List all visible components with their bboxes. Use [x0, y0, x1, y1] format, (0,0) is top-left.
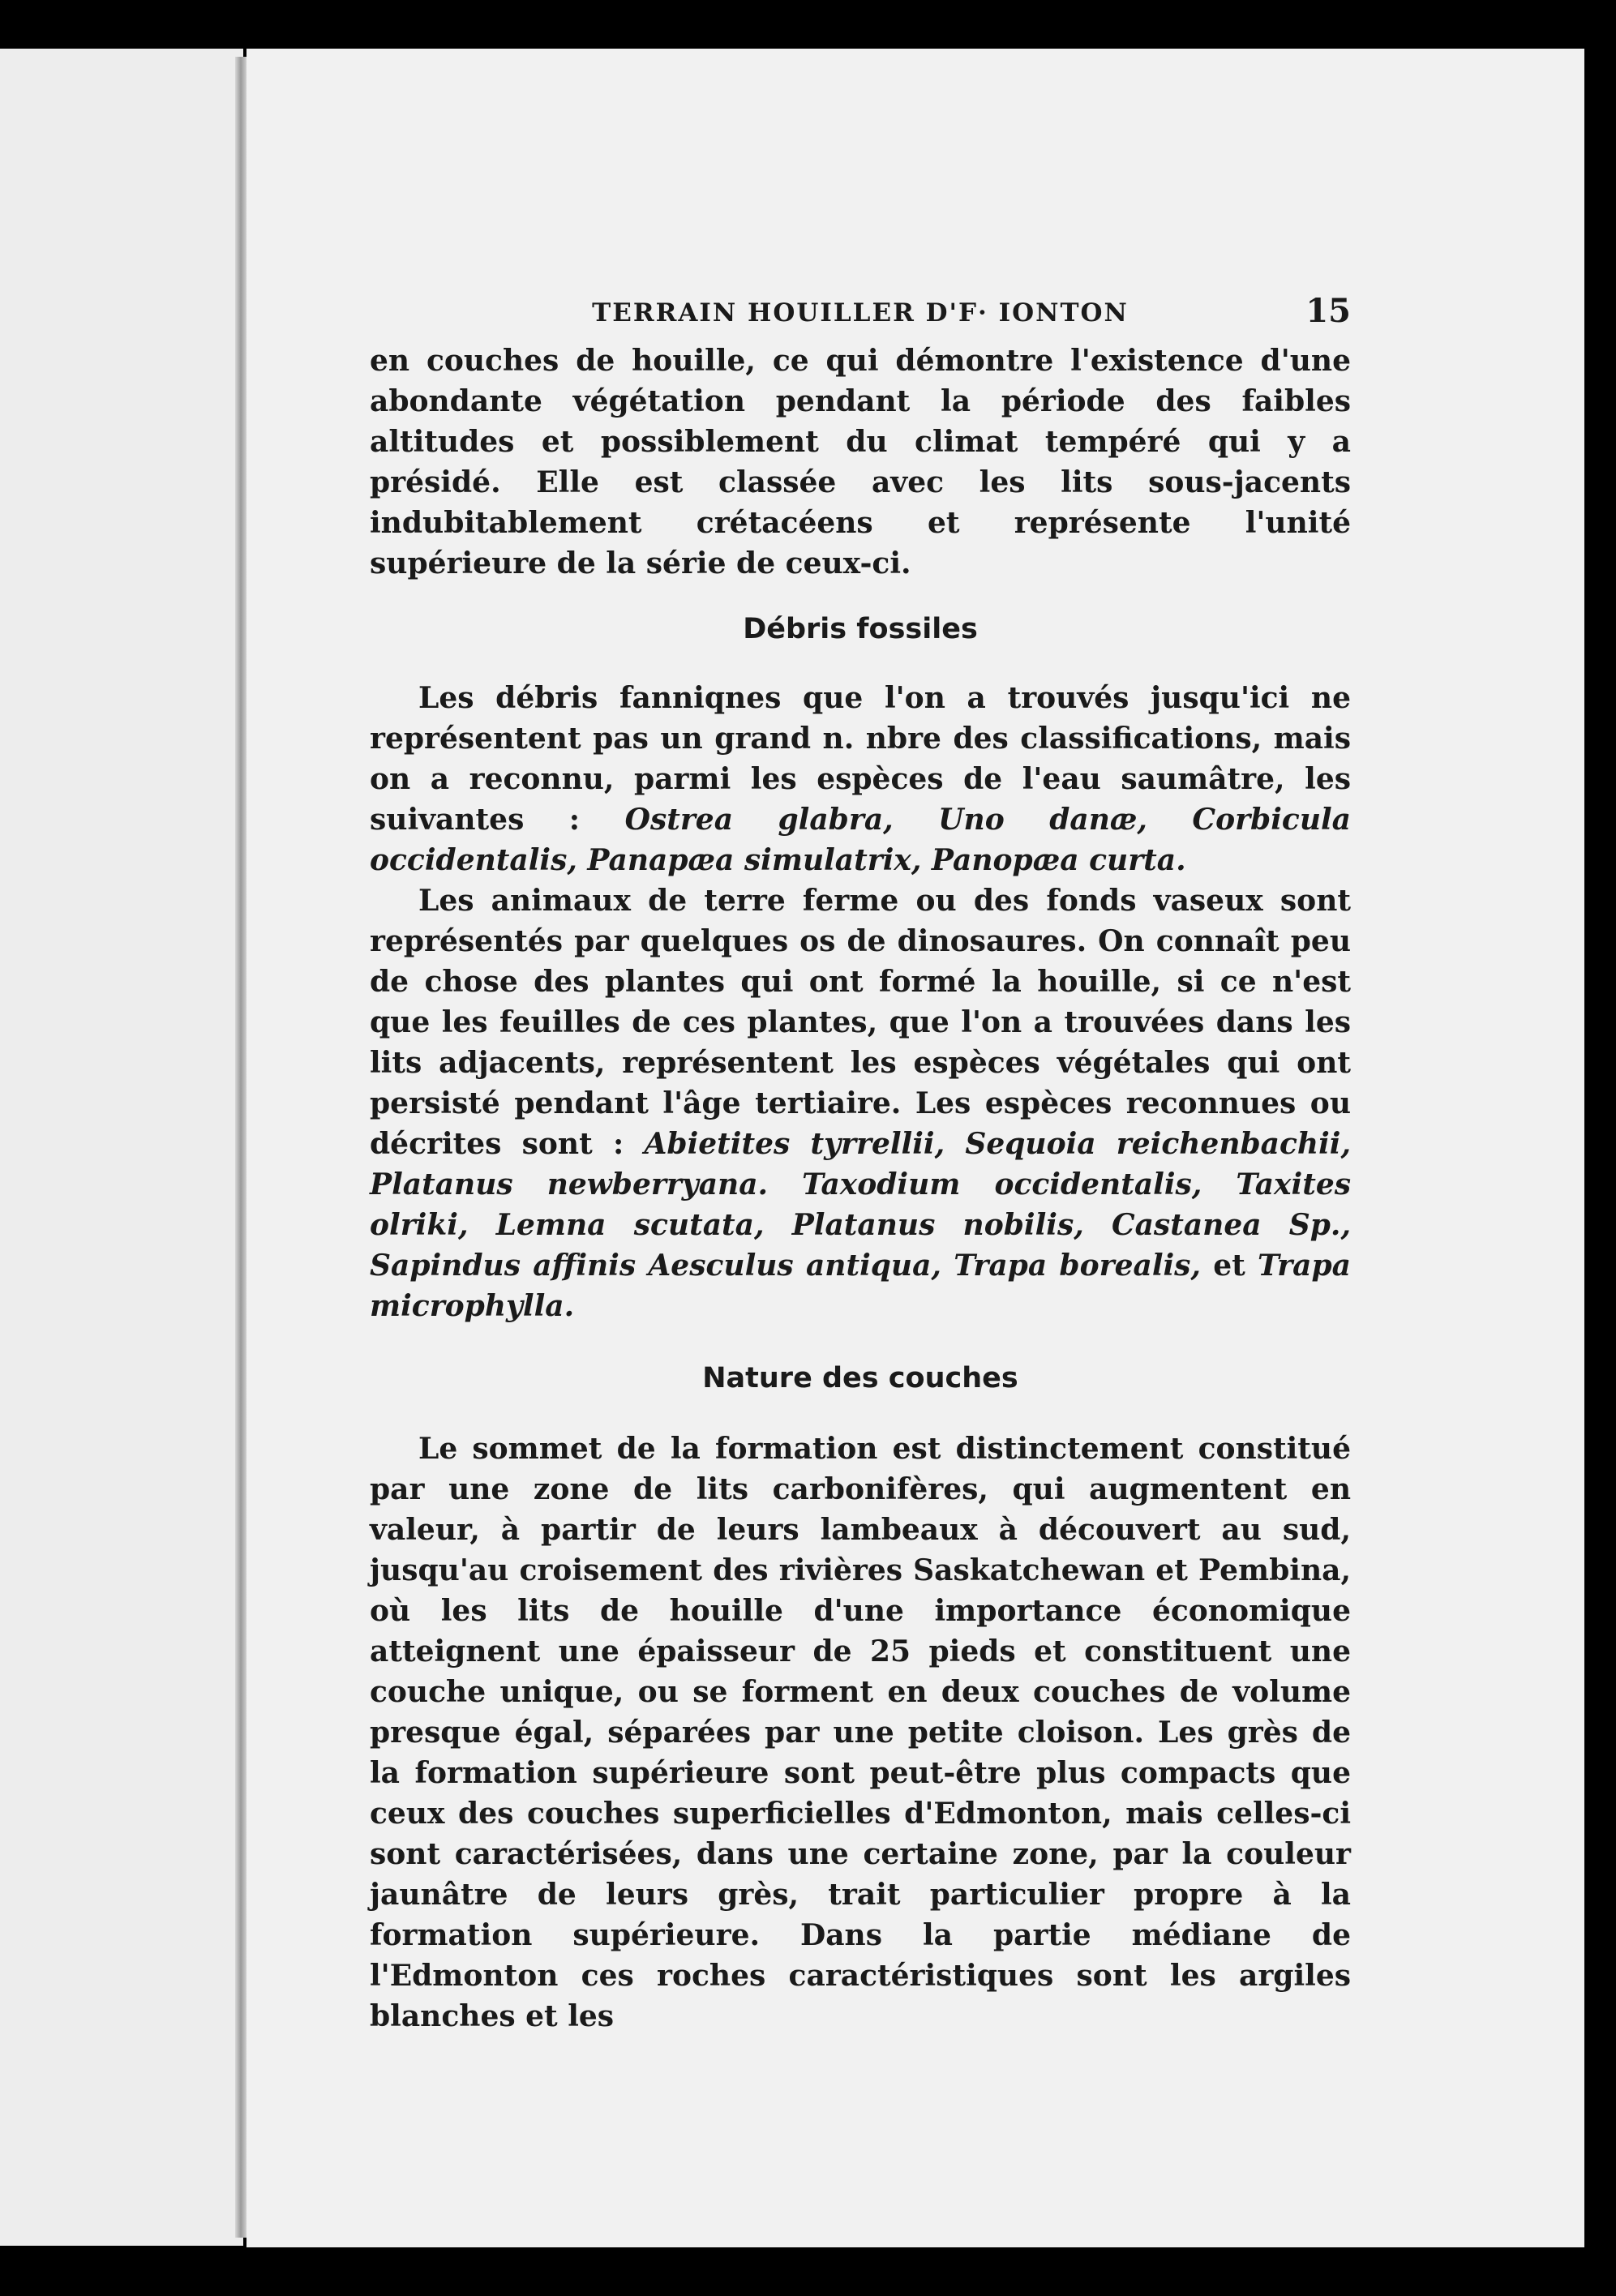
- paragraph-continuation: en couches de houille, ce qui démontre l'existence d'une abondante végétation pendant la période des faibles altitudes et possiblement du climat tempéré qui y a présidé. Elle est classée avec les lits sous-jacents indubitablement crétacéens et représente l'unité supérieure de la série de ceux-ci.: [370, 344, 1351, 580]
- flora-connector: et: [1200, 1249, 1258, 1283]
- book-page: [246, 49, 1584, 2247]
- page-content: [370, 292, 1351, 2037]
- page-number: 15: [1305, 292, 1351, 330]
- running-head: [370, 292, 1351, 341]
- fauna-text: Les débris fanniqnes que l'on a trouvés jusqu'ici ne représentent pas un grand n. nbre des classifications, mais on a reconnu, parmi les espèces de l'eau saumâtre, les suivantes :: [370, 681, 1351, 837]
- section-heading-debris-fossiles: Débris fossiles: [743, 613, 978, 645]
- paragraph-fauna: [370, 678, 1351, 880]
- fauna-species-list: Ostrea glabra, Uno danæ, Corbicula occidentalis, Panapæa simulatrix, Panopæa curta.: [370, 803, 1351, 877]
- section-heading-nature-des-couches: Nature des couches: [702, 1362, 1018, 1394]
- flora-species-list: Abietites tyrrellii, Sequoia reichenbachii, Platanus newberryana. Taxodium occidentalis, Taxites olriki, Lemna scutata, Platanus nobilis, Castanea Sp., Sapindus affinis Aesculus antiqua, Trapa borealis,: [370, 1127, 1351, 1283]
- book-gutter: [235, 57, 246, 2238]
- facing-page-edge: [0, 49, 243, 2246]
- running-head-title: TERRAIN HOUILLER D'F· IONTON: [592, 298, 1129, 328]
- paragraph-nature-couches: Le sommet de la formation est distinctement constitué par une zone de lits carbonifères, qui augmentent en valeur, à partir de leurs lambeaux à découvert au sud, jusqu'au croisement des rivières Saskatchewan et Pembina, où les lits de houille d'une importance économique atteignent une épaisseur de 25 pieds et constituent une couche unique, ou se forment en deux couches de volume presque égal, séparées par une petite cloison. Les grès de la formation supérieure sont peut-être plus compacts que ceux des couches superficielles d'Edmonton, mais celles-ci sont caractérisées, dans une certaine zone, par la couleur jaunâtre de leurs grès, trait particulier propre à la formation supérieure. Dans la partie médiane de l'Edmonton ces roches caractéristiques sont les argiles blanches et les: [370, 1432, 1351, 2033]
- paragraph-flora: [370, 880, 1351, 1326]
- flora-text: Les animaux de terre ferme ou des fonds vaseux sont représentés par quelques os de dinosaures. On connaît peu de chose des plantes qui ont formé la houille, si ce n'est que les feuilles de ces plantes, que l'on a trouvées dans les lits adjacents, représentent les espèces végétales qui ont persisté pendant l'âge tertiaire. Les espèces reconnues ou décrites sont :: [370, 884, 1351, 1161]
- flora-last-species: Trapa microphylla.: [370, 1249, 1351, 1323]
